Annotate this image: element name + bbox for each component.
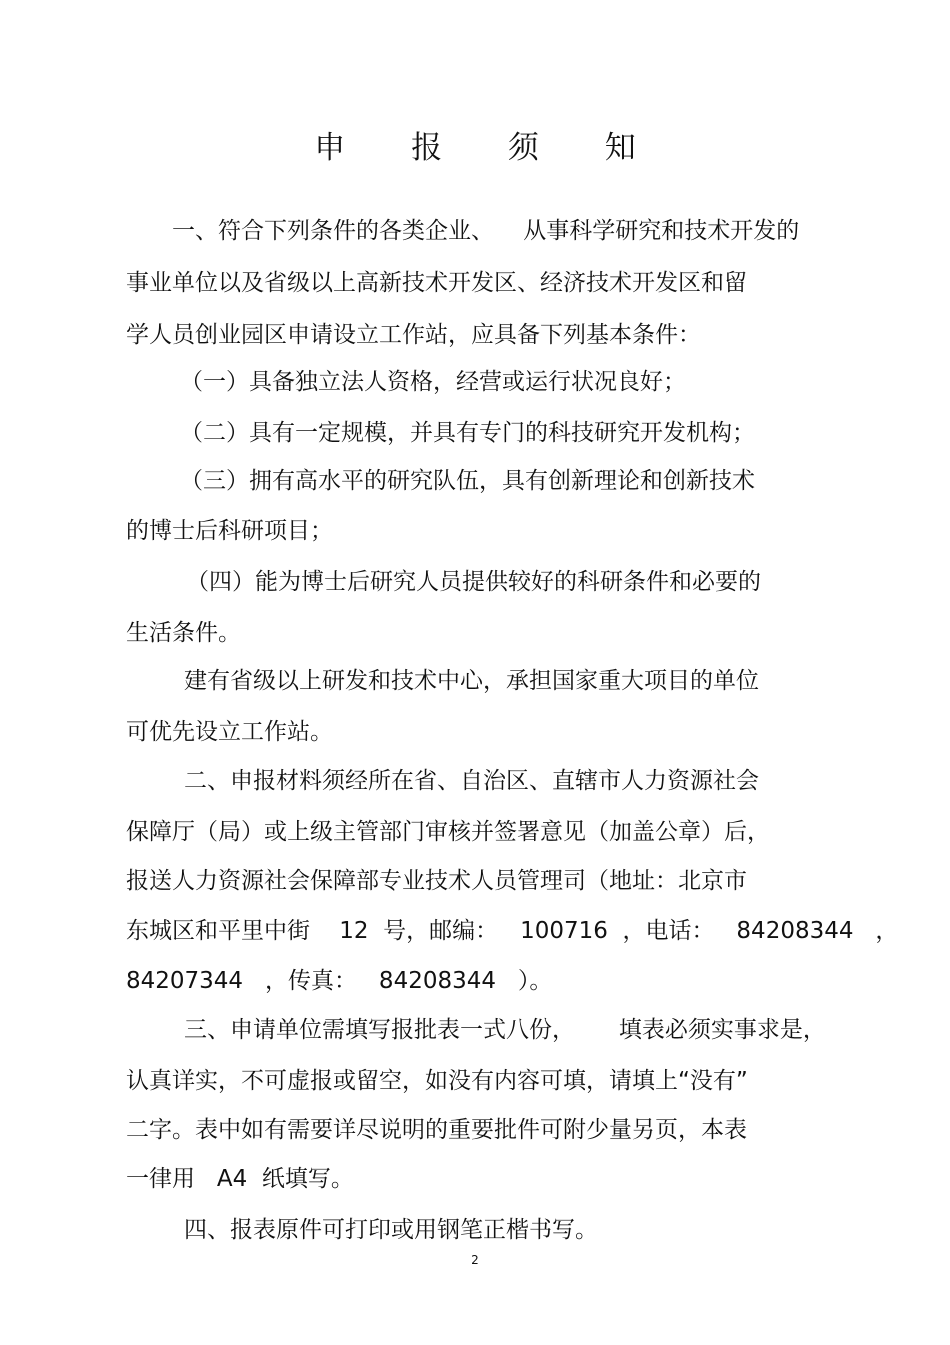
paragraph-line: （四）能为博士后研究人员提供较好的科研条件和必要的 xyxy=(186,569,761,595)
paragraph-line: 二、申报材料须经所在省、自治区、直辖市人力资源社会 xyxy=(184,768,759,794)
paragraph-line: （二）具有一定规模，并具有专门的科技研究开发机构； xyxy=(180,420,755,446)
paragraph-line: 的博士后科研项目； xyxy=(126,518,333,544)
paragraph-line: （一）具备独立法人资格，经营或运行状况良好； xyxy=(180,369,686,395)
paragraph-line: 三、申请单位需填写报批表一式八份， 填表必须实事求是， xyxy=(184,1017,826,1043)
paragraph-line: 东城区和平里中街 12 号，邮编： 100716 ，电话： 84208344 ， xyxy=(126,918,899,944)
paragraph-line: 一、符合下列条件的各类企业、 从事科学研究和技术开发的 xyxy=(172,218,800,244)
paragraph-line: 建有省级以上研发和技术中心，承担国家重大项目的单位 xyxy=(184,668,759,694)
paragraph-line: 84207344 ，传真： 84208344 ）。 xyxy=(126,968,553,994)
paragraph-line: 保障厅（局）或上级主管部门审核并签署意见（加盖公章）后， xyxy=(126,819,770,845)
paragraph-line: 报送人力资源社会保障部专业技术人员管理司（地址：北京市 xyxy=(126,868,747,894)
paragraph-line: 认真详实，不可虚报或留空，如没有内容可填，请填上“没有” xyxy=(126,1068,748,1094)
paragraph-line: 事业单位以及省级以上高新技术开发区、经济技术开发区和留 xyxy=(126,270,747,296)
paragraph-line: （三）拥有高水平的研究队伍，具有创新理论和创新技术 xyxy=(180,468,755,494)
paragraph-line: 二字。表中如有需要详尽说明的重要批件可附少量另页，本表 xyxy=(126,1117,747,1143)
paragraph-line: 四、报表原件可打印或用钢笔正楷书写。 xyxy=(184,1217,598,1243)
page-number: 2 xyxy=(471,1253,479,1267)
paragraph-line: 学人员创业园区申请设立工作站，应具备下列基本条件： xyxy=(126,322,701,348)
paragraph-line: 生活条件。 xyxy=(126,620,241,646)
paragraph-line: 可优先设立工作站。 xyxy=(126,719,333,745)
paragraph-line: 一律用 A4 纸填写。 xyxy=(126,1166,354,1192)
document-title: 申 报 须 知 xyxy=(314,130,664,166)
